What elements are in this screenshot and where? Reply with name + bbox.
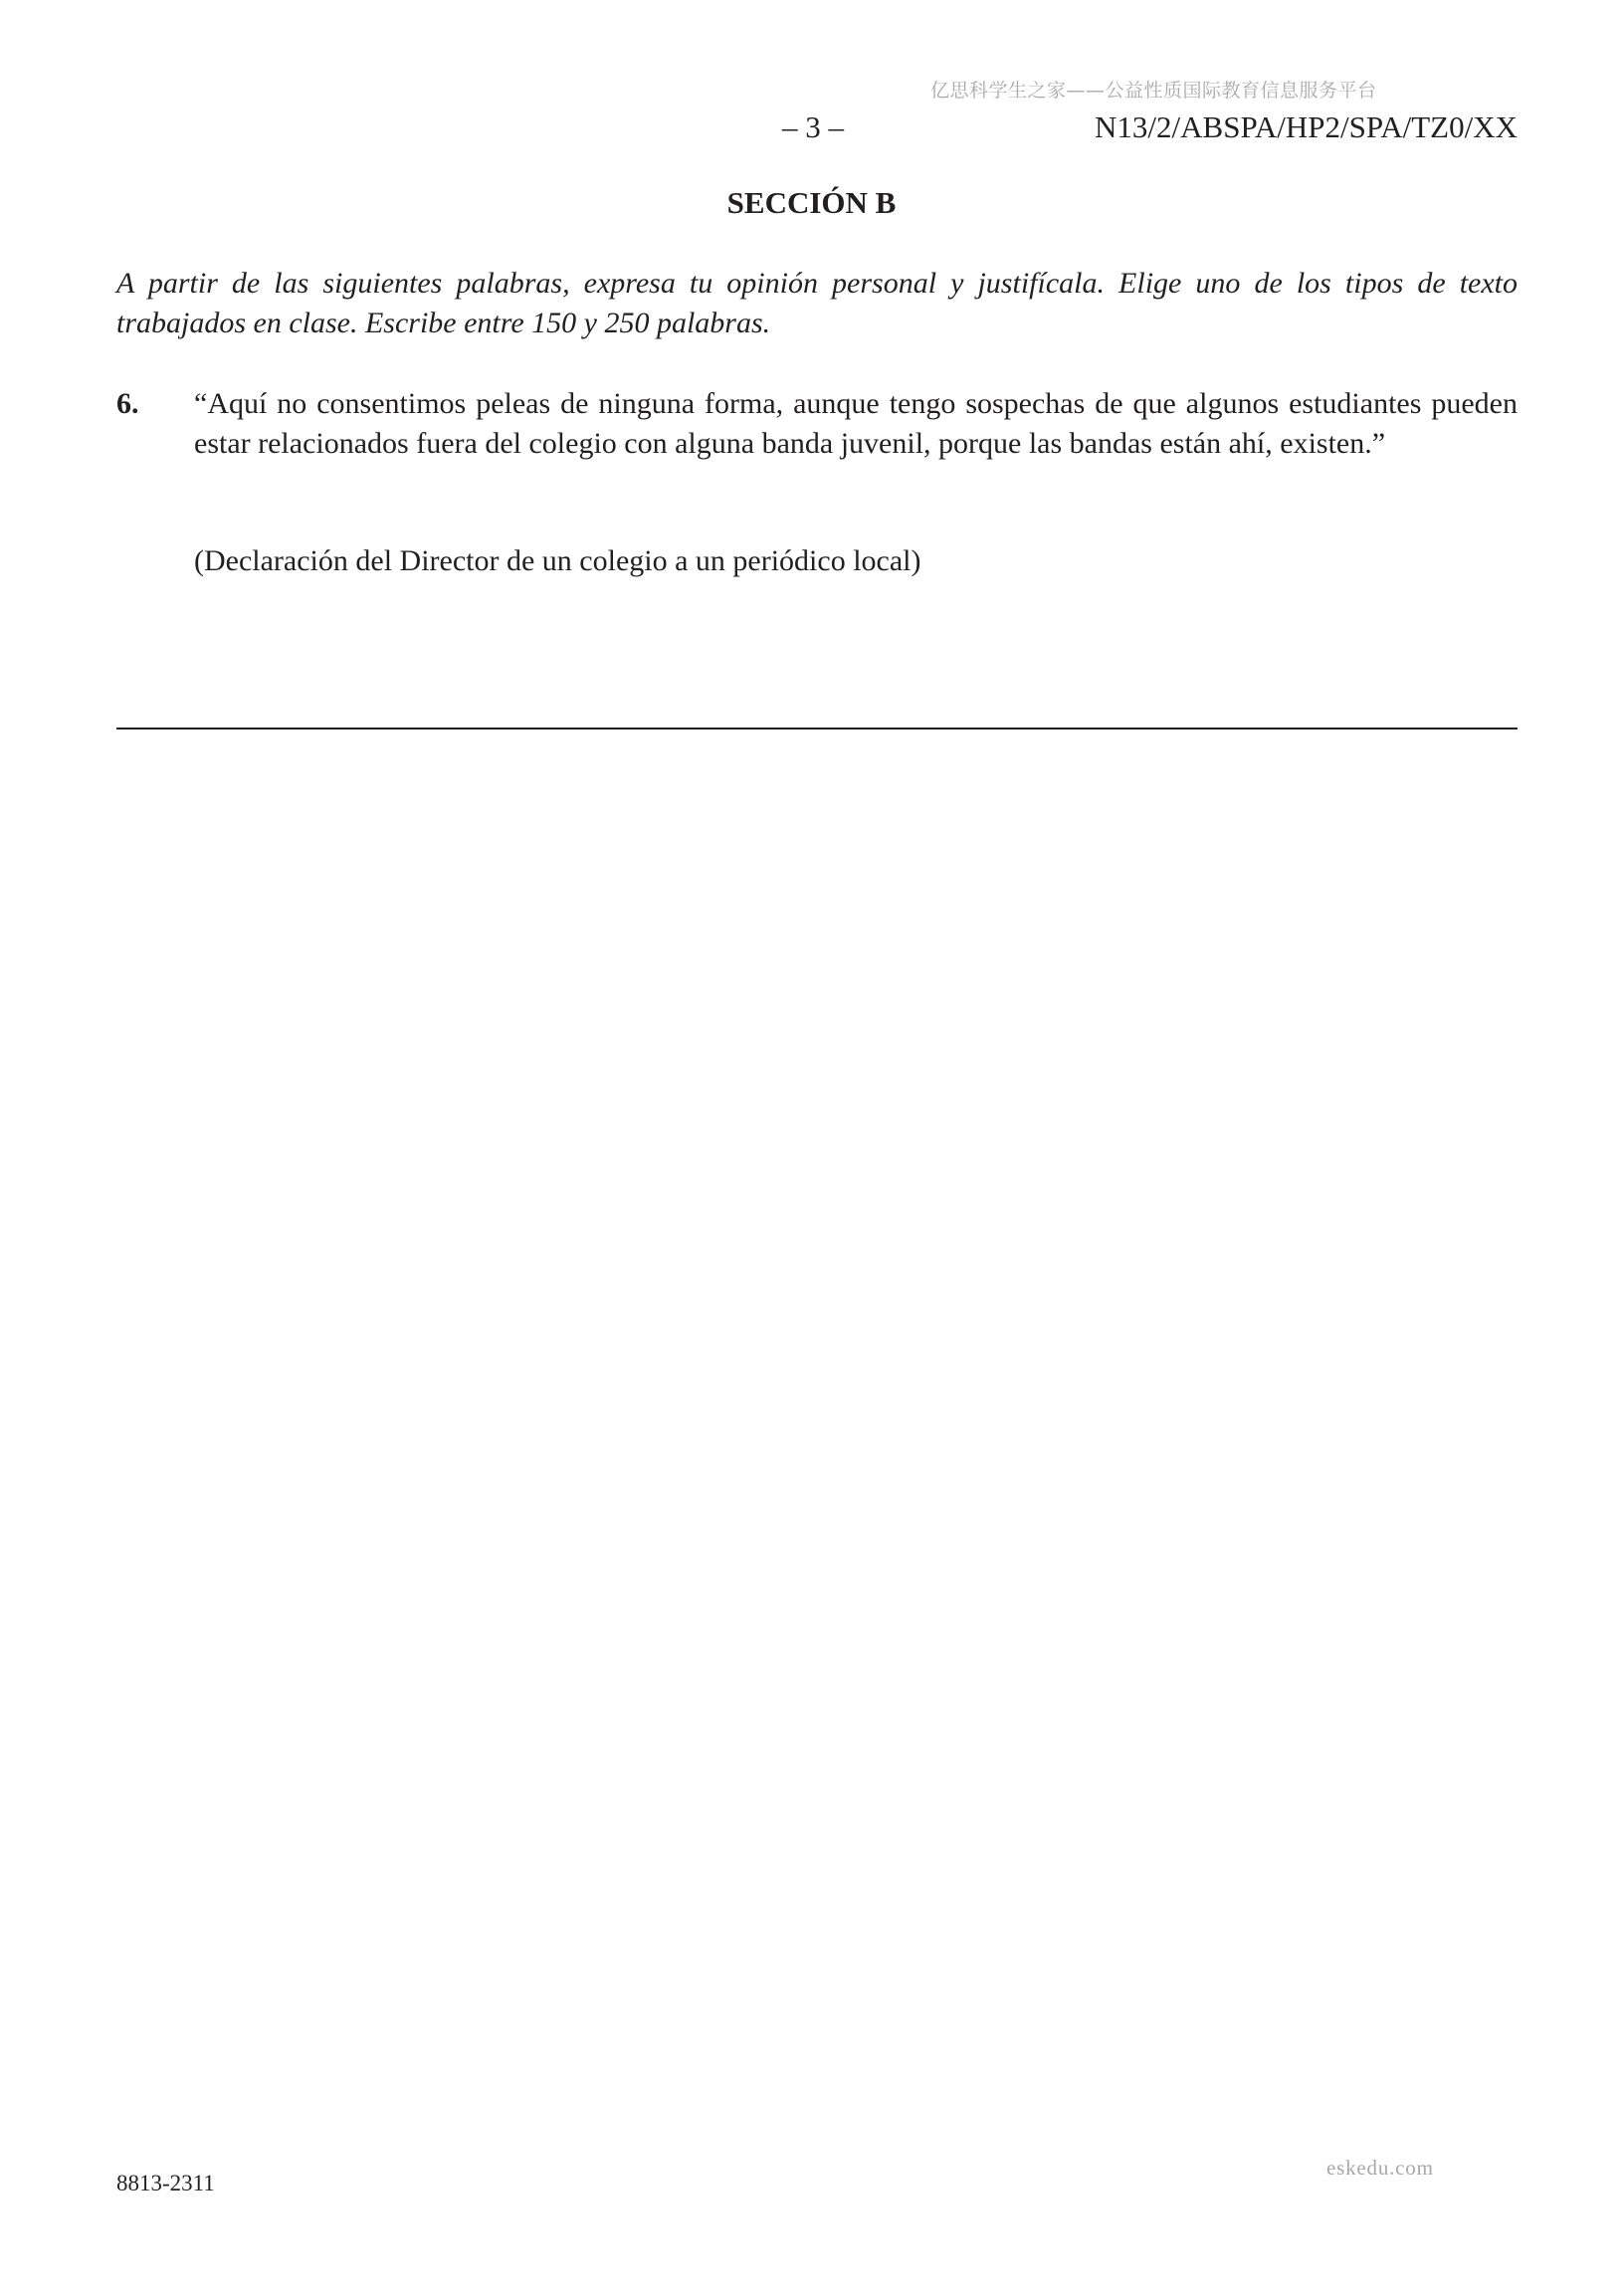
section-title: SECCIÓN B [726,185,897,220]
divider-line [116,728,1518,730]
question-attribution: (Declaración del Director de un colegio a un periódico local) [194,544,921,577]
question-text: “Aquí no consentimos peleas de ninguna forma, aunque tengo sospechas de que algunos estudiantes pueden estar relacionados fuera del colegio con alguna banda juvenil, porque las bandas están ahí, existen.” [194,387,1518,460]
header-watermark: 亿思科学生之家——公益性质国际教育信息服务平台 [930,80,1377,102]
paper-code: N13/2/ABSPA/HP2/SPA/TZ0/XX [1095,109,1518,144]
question-number: 6. [116,387,139,420]
section-instructions: A partir de las siguientes palabras, expresa tu opinión personal y justifícala. Elige uno de los tipos de texto trabajados en clase. Escribe entre 150 y 250 palabras. [116,267,1518,339]
page-number: – 3 – [782,109,844,144]
footer-code: 8813-2311 [116,2171,215,2195]
footer-watermark: eskedu.com [1326,2156,1434,2180]
